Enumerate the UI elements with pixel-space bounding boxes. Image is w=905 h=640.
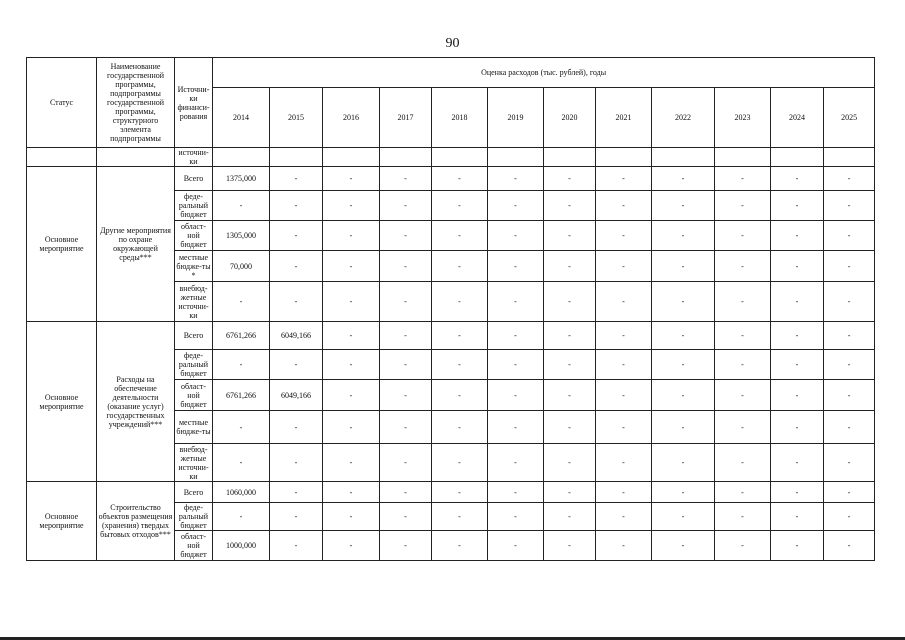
- value-cell: -: [652, 531, 715, 561]
- value-cell: -: [323, 221, 380, 251]
- value-cell: -: [596, 251, 652, 282]
- status-cell: Основное мероприятие: [27, 167, 97, 322]
- year-header: 2018: [432, 88, 488, 148]
- value-cell: -: [432, 322, 488, 350]
- value-cell: -: [824, 380, 875, 411]
- value-cell: -: [652, 322, 715, 350]
- value-cell: -: [432, 411, 488, 444]
- subheader-empty: [97, 148, 175, 167]
- value-cell: -: [771, 444, 824, 482]
- value-cell: -: [824, 191, 875, 221]
- value-cell: -: [771, 282, 824, 322]
- header-source: Источни-ки финанси-рования: [175, 58, 213, 148]
- value-cell: -: [544, 221, 596, 251]
- value-cell: -: [771, 251, 824, 282]
- value-cell: -: [596, 221, 652, 251]
- source-cell: област-ной бюджет: [175, 531, 213, 561]
- value-cell: -: [596, 531, 652, 561]
- value-cell: -: [432, 221, 488, 251]
- value-cell: -: [323, 531, 380, 561]
- year-header: 2020: [544, 88, 596, 148]
- value-cell: -: [270, 444, 323, 482]
- program-name-cell: Строительство объектов размещения (хранения) твердых бытовых отходов***: [97, 482, 175, 561]
- value-cell: -: [652, 167, 715, 191]
- value-cell: -: [596, 482, 652, 503]
- year-header: 2021: [596, 88, 652, 148]
- value-cell: -: [596, 503, 652, 531]
- year-header: 2016: [323, 88, 380, 148]
- value-cell: -: [596, 380, 652, 411]
- value-cell: -: [432, 380, 488, 411]
- header-estimate: Оценка расходов (тыс. рублей), годы: [213, 58, 875, 88]
- value-cell: -: [270, 167, 323, 191]
- value-cell: -: [652, 350, 715, 380]
- value-cell: -: [432, 282, 488, 322]
- value-cell: -: [544, 322, 596, 350]
- header-status: Статус: [27, 58, 97, 148]
- status-cell: Основное мероприятие: [27, 482, 97, 561]
- value-cell: -: [824, 411, 875, 444]
- value-cell: -: [715, 191, 771, 221]
- value-cell: -: [715, 503, 771, 531]
- source-cell: феде-ральный бюджет: [175, 191, 213, 221]
- value-cell: -: [488, 251, 544, 282]
- value-cell: 1305,000: [213, 221, 270, 251]
- value-cell: -: [213, 411, 270, 444]
- subheader-empty: [27, 148, 97, 167]
- year-header: 2017: [380, 88, 432, 148]
- value-cell: -: [596, 350, 652, 380]
- value-cell: -: [380, 482, 432, 503]
- subheader-empty: [715, 148, 771, 167]
- value-cell: -: [488, 482, 544, 503]
- value-cell: -: [544, 444, 596, 482]
- program-name-cell: Расходы на обеспечение деятельности (оказание услуг) государственных учреждений***: [97, 322, 175, 482]
- status-cell: Основное мероприятие: [27, 322, 97, 482]
- value-cell: 1000,000: [213, 531, 270, 561]
- value-cell: -: [771, 350, 824, 380]
- value-cell: -: [652, 444, 715, 482]
- value-cell: -: [824, 531, 875, 561]
- value-cell: -: [323, 503, 380, 531]
- value-cell: -: [270, 191, 323, 221]
- value-cell: -: [323, 411, 380, 444]
- value-cell: -: [715, 221, 771, 251]
- value-cell: -: [380, 282, 432, 322]
- value-cell: -: [715, 380, 771, 411]
- subheader-empty: [771, 148, 824, 167]
- value-cell: -: [323, 191, 380, 221]
- subheader-empty: [596, 148, 652, 167]
- value-cell: -: [432, 167, 488, 191]
- value-cell: -: [380, 322, 432, 350]
- value-cell: -: [771, 322, 824, 350]
- value-cell: -: [652, 503, 715, 531]
- value-cell: -: [380, 503, 432, 531]
- value-cell: -: [652, 251, 715, 282]
- value-cell: -: [652, 191, 715, 221]
- value-cell: -: [380, 444, 432, 482]
- value-cell: -: [824, 482, 875, 503]
- value-cell: -: [715, 282, 771, 322]
- source-cell: Всего: [175, 167, 213, 191]
- value-cell: -: [488, 503, 544, 531]
- subheader-empty: [432, 148, 488, 167]
- subheader-empty: [544, 148, 596, 167]
- year-header: 2014: [213, 88, 270, 148]
- source-cell: внебюд-жетные источни-ки: [175, 282, 213, 322]
- value-cell: -: [596, 411, 652, 444]
- value-cell: -: [715, 167, 771, 191]
- year-header: 2022: [652, 88, 715, 148]
- value-cell: -: [270, 221, 323, 251]
- value-cell: -: [824, 221, 875, 251]
- value-cell: -: [652, 482, 715, 503]
- year-header: 2023: [715, 88, 771, 148]
- value-cell: -: [488, 411, 544, 444]
- value-cell: -: [380, 251, 432, 282]
- source-cell: местные бюдже-ты: [175, 411, 213, 444]
- value-cell: -: [270, 282, 323, 322]
- value-cell: -: [824, 444, 875, 482]
- table-row: [27, 167, 875, 191]
- value-cell: -: [323, 322, 380, 350]
- value-cell: -: [544, 167, 596, 191]
- value-cell: -: [213, 444, 270, 482]
- value-cell: -: [715, 531, 771, 561]
- value-cell: -: [270, 411, 323, 444]
- source-cell: внебюд-жетные источни-ки: [175, 444, 213, 482]
- value-cell: 6761,266: [213, 322, 270, 350]
- value-cell: -: [432, 191, 488, 221]
- value-cell: -: [213, 503, 270, 531]
- value-cell: -: [213, 350, 270, 380]
- value-cell: -: [488, 444, 544, 482]
- value-cell: -: [323, 282, 380, 322]
- value-cell: -: [323, 482, 380, 503]
- value-cell: 6049,166: [270, 322, 323, 350]
- value-cell: -: [488, 282, 544, 322]
- value-cell: -: [323, 251, 380, 282]
- value-cell: -: [380, 380, 432, 411]
- subheader-empty: [213, 148, 270, 167]
- source-cell: Всего: [175, 322, 213, 350]
- budget-table: [26, 57, 875, 561]
- value-cell: -: [323, 350, 380, 380]
- value-cell: -: [323, 444, 380, 482]
- value-cell: -: [270, 531, 323, 561]
- source-cell: област-ной бюджет: [175, 221, 213, 251]
- value-cell: -: [652, 411, 715, 444]
- value-cell: -: [270, 503, 323, 531]
- source-cell: феде-ральный бюджет: [175, 503, 213, 531]
- value-cell: -: [432, 251, 488, 282]
- value-cell: -: [432, 531, 488, 561]
- value-cell: -: [270, 251, 323, 282]
- value-cell: -: [544, 531, 596, 561]
- year-header: 2024: [771, 88, 824, 148]
- value-cell: -: [488, 191, 544, 221]
- value-cell: -: [771, 380, 824, 411]
- value-cell: -: [544, 482, 596, 503]
- value-cell: -: [771, 191, 824, 221]
- subheader-empty: [652, 148, 715, 167]
- year-header: 2015: [270, 88, 323, 148]
- value-cell: -: [488, 350, 544, 380]
- value-cell: -: [544, 251, 596, 282]
- table-row: [27, 322, 875, 350]
- value-cell: -: [323, 167, 380, 191]
- value-cell: -: [824, 251, 875, 282]
- value-cell: -: [596, 282, 652, 322]
- value-cell: -: [270, 350, 323, 380]
- value-cell: -: [771, 482, 824, 503]
- value-cell: -: [596, 191, 652, 221]
- value-cell: -: [380, 531, 432, 561]
- value-cell: -: [270, 482, 323, 503]
- value-cell: -: [596, 167, 652, 191]
- value-cell: -: [544, 350, 596, 380]
- value-cell: -: [824, 503, 875, 531]
- value-cell: -: [544, 503, 596, 531]
- value-cell: -: [771, 221, 824, 251]
- value-cell: -: [380, 350, 432, 380]
- value-cell: -: [544, 191, 596, 221]
- value-cell: -: [824, 282, 875, 322]
- subheader-empty: [380, 148, 432, 167]
- value-cell: -: [213, 191, 270, 221]
- value-cell: -: [715, 411, 771, 444]
- value-cell: 6049,166: [270, 380, 323, 411]
- subheader-empty: [323, 148, 380, 167]
- subheader-empty: [488, 148, 544, 167]
- value-cell: -: [652, 221, 715, 251]
- value-cell: -: [771, 531, 824, 561]
- header-program-name: Наименование государственной программы, подпрограммы государственной программы, структурного элемента подпрограммы: [97, 58, 175, 148]
- program-name-cell: Другие мероприятия по охране окружающей среды***: [97, 167, 175, 322]
- value-cell: -: [323, 380, 380, 411]
- subheader-source: источни-ки: [175, 148, 213, 167]
- value-cell: -: [488, 322, 544, 350]
- value-cell: 1375,000: [213, 167, 270, 191]
- value-cell: -: [596, 322, 652, 350]
- value-cell: -: [432, 503, 488, 531]
- subheader-empty: [270, 148, 323, 167]
- value-cell: 1060,000: [213, 482, 270, 503]
- value-cell: -: [771, 167, 824, 191]
- page-number: 90: [445, 36, 460, 51]
- value-cell: -: [488, 221, 544, 251]
- value-cell: -: [488, 531, 544, 561]
- value-cell: -: [488, 167, 544, 191]
- source-cell: феде-ральный бюджет: [175, 350, 213, 380]
- value-cell: -: [380, 191, 432, 221]
- source-cell: област-ной бюджет: [175, 380, 213, 411]
- value-cell: -: [544, 282, 596, 322]
- value-cell: -: [715, 482, 771, 503]
- value-cell: 70,000: [213, 251, 270, 282]
- value-cell: -: [432, 350, 488, 380]
- value-cell: -: [715, 251, 771, 282]
- value-cell: -: [380, 411, 432, 444]
- value-cell: -: [771, 503, 824, 531]
- value-cell: -: [715, 444, 771, 482]
- table-body: [27, 167, 875, 561]
- value-cell: -: [544, 411, 596, 444]
- table-row: [27, 482, 875, 503]
- value-cell: -: [824, 167, 875, 191]
- source-cell: Всего: [175, 482, 213, 503]
- value-cell: -: [652, 380, 715, 411]
- value-cell: -: [715, 350, 771, 380]
- value-cell: -: [824, 350, 875, 380]
- value-cell: -: [652, 282, 715, 322]
- value-cell: -: [380, 221, 432, 251]
- value-cell: -: [824, 322, 875, 350]
- value-cell: -: [771, 411, 824, 444]
- value-cell: 6761,266: [213, 380, 270, 411]
- year-header: 2019: [488, 88, 544, 148]
- subheader-empty: [824, 148, 875, 167]
- value-cell: -: [432, 444, 488, 482]
- source-cell: местные бюдже-ты *: [176, 252, 211, 280]
- value-cell: -: [544, 380, 596, 411]
- year-header: 2025: [824, 88, 875, 148]
- value-cell: -: [488, 380, 544, 411]
- value-cell: -: [213, 282, 270, 322]
- value-cell: -: [715, 322, 771, 350]
- value-cell: -: [596, 444, 652, 482]
- value-cell: -: [432, 482, 488, 503]
- value-cell: -: [380, 167, 432, 191]
